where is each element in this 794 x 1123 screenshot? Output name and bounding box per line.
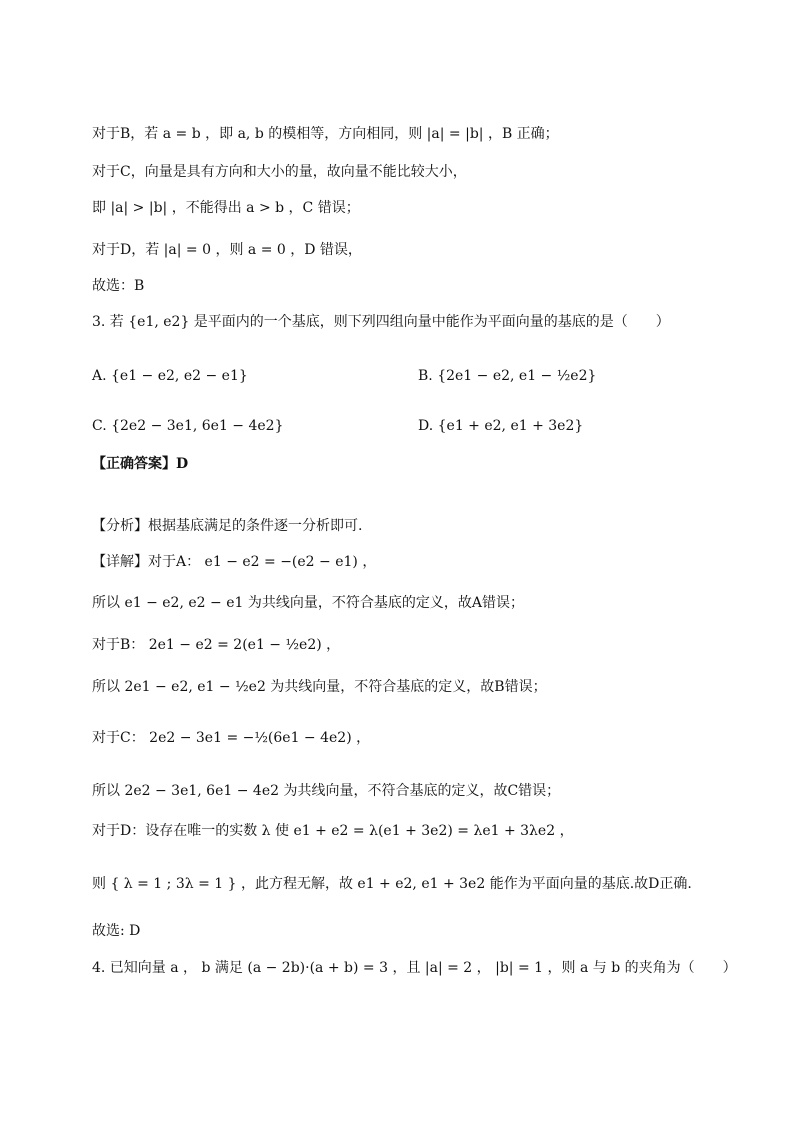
- analysis-line: 【分析】根据基底满足的条件逐一分析即可.: [92, 518, 363, 534]
- question-4-stem: 4. 已知向量 a ， b 满足 (a − 2b)·(a + b) = 3 ，且 |a| = 2 ， |b| = 1 ，则 a 与 b 的夹角为（ ）: [92, 960, 737, 976]
- question-3-stem: 3. 若 {e1, e2} 是平面内的一个基底，则下列四组向量中能作为平面向量的基底的是（ ）: [92, 314, 670, 330]
- detail-line-b: 对于B： 2e1 − e2 = 2(e1 − ½e2) ，: [92, 637, 341, 653]
- detail-line-a-conclusion: 所以 e1 − e2, e2 − e1 为共线向量，不符合基底的定义，故A错误；: [92, 595, 524, 611]
- detail-line-c: 对于C： 2e2 − 3e1 = −½(6e1 − 4e2) ，: [92, 730, 371, 746]
- detail-line-d: 对于D：设存在唯一的实数 λ 使 e1 + e2 = λ(e1 + 3e2) = λe1 + 3λe2 ，: [92, 823, 574, 839]
- text-line-choice-b: 故选：B: [92, 278, 145, 294]
- option-d: D. {e1 + e2, e1 + 3e2}: [418, 418, 584, 434]
- detail-line-b-conclusion: 所以 2e1 − e2, e1 − ½e2 为共线向量，不符合基底的定义，故B错误；: [92, 679, 547, 695]
- text-line-d-error: 对于D，若 |a| = 0 ，则 a = 0 ，D 错误，: [92, 242, 362, 258]
- detail-line-c-conclusion: 所以 2e2 − 3e1, 6e1 − 4e2 为共线向量，不符合基底的定义，故C错误；: [92, 783, 561, 799]
- option-c: C. {2e2 − 3e1, 6e1 − 4e2}: [92, 418, 284, 434]
- detail-line-a: 【详解】对于A： e1 − e2 = −(e2 − e1) ，: [92, 554, 377, 570]
- detail-line-d-conclusion: 则 { λ = 1 ; 3λ = 1 } ，此方程无解，故 e1 + e2, e1 + 3e2 能作为平面向量的基底.故D正确.: [92, 876, 692, 892]
- detail-line-choice-d: 故选: D: [92, 923, 141, 939]
- option-b: B. {2e1 − e2, e1 − ½e2}: [418, 368, 597, 384]
- correct-answer: 【正确答案】D: [92, 456, 189, 472]
- option-a: A. {e1 − e2, e2 − e1}: [92, 368, 248, 384]
- text-line-c-error: 即 |a| > |b| ，不能得出 a > b ，C 错误；: [92, 200, 360, 216]
- text-line-c-intro: 对于C，向量是具有方向和大小的量，故向量不能比较大小，: [92, 164, 467, 180]
- text-line-b-correct: 对于B，若 a = b ，即 a, b 的模相等，方向相同，则 |a| = |b| ，B 正确；: [92, 126, 559, 142]
